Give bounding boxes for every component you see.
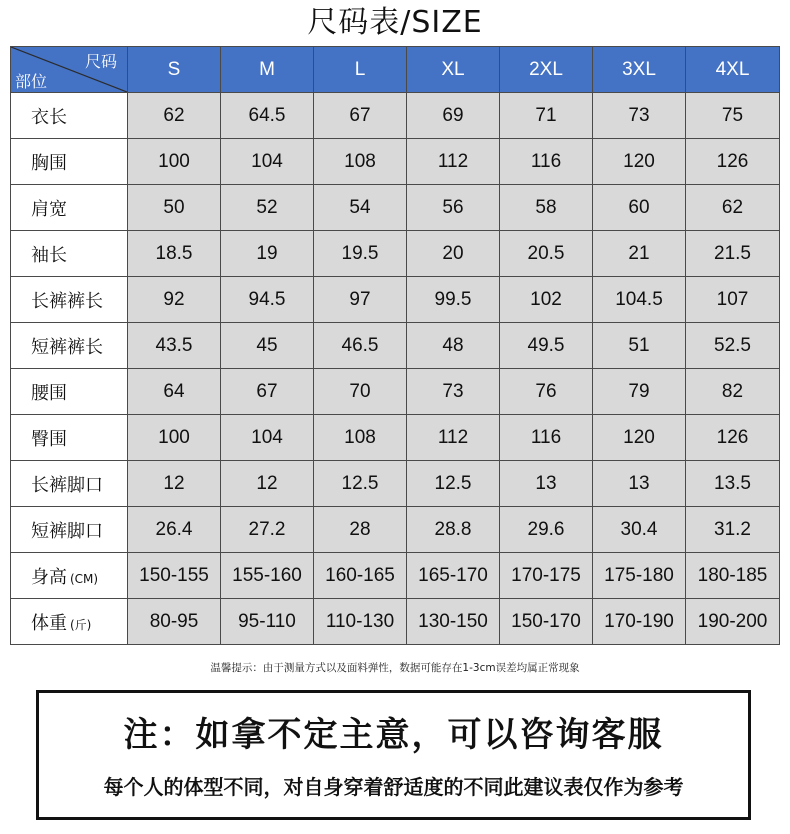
part-label [11,599,128,645]
table-row [11,277,780,323]
table-row [11,369,780,415]
table-row [11,599,780,645]
part-name: 身高 [31,566,67,588]
size-value-cell: 104.5 [593,277,686,323]
size-value-cell: 54 [314,185,407,231]
size-value-cell: 50 [128,185,221,231]
corner-header [11,47,128,93]
size-value-cell: 130-150 [407,599,500,645]
size-value-cell: 28.8 [407,507,500,553]
part-label [11,277,128,323]
size-value-cell: 75 [686,93,780,139]
size-value-cell: 56 [407,185,500,231]
size-value-cell: 52.5 [686,323,780,369]
table-row [11,461,780,507]
size-value-cell: 67 [221,369,314,415]
table-row [11,507,780,553]
part-label [11,139,128,185]
part-name: 胸围 [31,152,67,174]
part-label [11,369,128,415]
size-value-cell: 80-95 [128,599,221,645]
size-value-cell: 170-190 [593,599,686,645]
size-value-cell: 104 [221,415,314,461]
table-row [11,93,780,139]
size-value-cell: 97 [314,277,407,323]
table-body [11,93,780,645]
size-value-cell: 46.5 [314,323,407,369]
size-value-cell: 100 [128,415,221,461]
size-value-cell: 170-175 [500,553,593,599]
size-value-cell: 95-110 [221,599,314,645]
size-value-cell: 13.5 [686,461,780,507]
size-value-cell: 30.4 [593,507,686,553]
part-label [11,185,128,231]
part-name: 体重 [31,612,67,634]
part-label [11,553,128,599]
size-value-cell: 99.5 [407,277,500,323]
size-value-cell: 20.5 [500,231,593,277]
table-row [11,415,780,461]
measurement-tip: 温馨提示：由于测量方式以及面料弹性，数据可能存在1-3cm误差均属正常现象 [210,662,580,674]
table-row [11,185,780,231]
size-header: 2XL [500,47,593,93]
size-value-cell: 70 [314,369,407,415]
size-value-cell: 110-130 [314,599,407,645]
size-value-cell: 160-165 [314,553,407,599]
part-unit: (斤) [70,617,92,632]
size-value-cell: 52 [221,185,314,231]
table-row [11,323,780,369]
size-value-cell: 107 [686,277,780,323]
size-value-cell: 26.4 [128,507,221,553]
size-value-cell: 126 [686,139,780,185]
size-value-cell: 69 [407,93,500,139]
table-row [11,139,780,185]
size-value-cell: 100 [128,139,221,185]
size-value-cell: 60 [593,185,686,231]
size-value-cell: 21 [593,231,686,277]
size-header: 3XL [593,47,686,93]
size-value-cell: 51 [593,323,686,369]
part-label [11,93,128,139]
size-value-cell: 27.2 [221,507,314,553]
part-label [11,415,128,461]
part-name: 长裤裤长 [31,290,103,312]
size-value-cell: 190-200 [686,599,780,645]
table-row [11,553,780,599]
size-value-cell: 12.5 [407,461,500,507]
size-value-cell: 12.5 [314,461,407,507]
size-value-cell: 58 [500,185,593,231]
corner-part-label: 部位 [15,72,48,91]
size-header: XL [407,47,500,93]
size-header: M [221,47,314,93]
size-header: L [314,47,407,93]
part-label [11,323,128,369]
size-value-cell: 120 [593,415,686,461]
page-title: 尺码表/SIZE [307,5,483,40]
size-value-cell: 13 [500,461,593,507]
size-value-cell: 82 [686,369,780,415]
size-value-cell: 12 [128,461,221,507]
part-label [11,507,128,553]
size-value-cell: 45 [221,323,314,369]
part-name: 腰围 [31,382,67,404]
size-value-cell: 79 [593,369,686,415]
part-unit: (CM) [70,571,99,586]
size-value-cell: 73 [407,369,500,415]
part-label [11,231,128,277]
note-box [36,690,751,820]
header-row [11,47,780,93]
size-value-cell: 13 [593,461,686,507]
size-value-cell: 28 [314,507,407,553]
part-name: 袖长 [31,244,67,266]
part-name: 肩宽 [31,198,67,220]
size-value-cell: 12 [221,461,314,507]
size-value-cell: 150-170 [500,599,593,645]
size-value-cell: 62 [686,185,780,231]
size-value-cell: 94.5 [221,277,314,323]
size-value-cell: 67 [314,93,407,139]
corner-size-label: 尺码 [84,52,117,71]
size-header: S [128,47,221,93]
note-title: 注：如拿不定主意，可以咨询客服 [123,715,664,755]
size-value-cell: 165-170 [407,553,500,599]
size-value-cell: 71 [500,93,593,139]
size-value-cell: 150-155 [128,553,221,599]
size-value-cell: 19.5 [314,231,407,277]
size-value-cell: 29.6 [500,507,593,553]
part-name: 长裤脚口 [31,474,103,496]
size-value-cell: 108 [314,139,407,185]
size-value-cell: 116 [500,415,593,461]
size-value-cell: 64.5 [221,93,314,139]
part-name: 短裤脚口 [31,520,103,542]
size-value-cell: 126 [686,415,780,461]
table-row [11,231,780,277]
part-label [11,461,128,507]
size-value-cell: 155-160 [221,553,314,599]
size-value-cell: 116 [500,139,593,185]
size-value-cell: 48 [407,323,500,369]
part-name: 衣长 [31,106,67,128]
size-value-cell: 49.5 [500,323,593,369]
size-value-cell: 19 [221,231,314,277]
size-value-cell: 102 [500,277,593,323]
size-value-cell: 31.2 [686,507,780,553]
size-value-cell: 76 [500,369,593,415]
size-value-cell: 64 [128,369,221,415]
size-value-cell: 73 [593,93,686,139]
part-name: 臀围 [31,428,67,450]
size-value-cell: 20 [407,231,500,277]
size-value-cell: 180-185 [686,553,780,599]
size-value-cell: 112 [407,139,500,185]
size-value-cell: 43.5 [128,323,221,369]
size-value-cell: 120 [593,139,686,185]
part-name: 短裤裤长 [31,336,103,358]
size-value-cell: 62 [128,93,221,139]
size-value-cell: 112 [407,415,500,461]
size-header: 4XL [686,47,780,93]
size-value-cell: 104 [221,139,314,185]
size-value-cell: 18.5 [128,231,221,277]
note-subtitle: 每个人的体型不同，对自身穿着舒适度的不同此建议表仅作为参考 [103,775,684,799]
size-value-cell: 108 [314,415,407,461]
size-value-cell: 175-180 [593,553,686,599]
size-value-cell: 92 [128,277,221,323]
size-value-cell: 21.5 [686,231,780,277]
size-table [10,46,780,645]
